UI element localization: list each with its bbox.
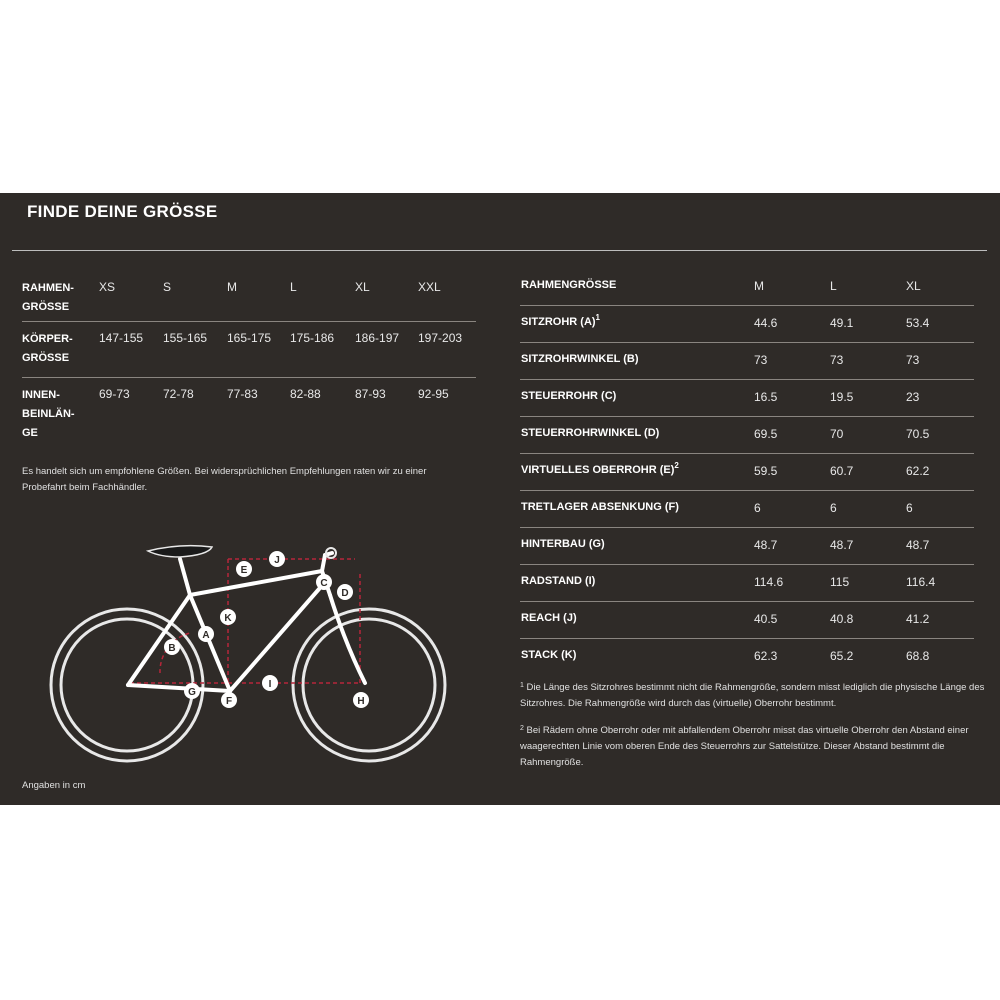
svg-text:E: E [240,565,248,576]
geometry-cell: 59.5 [754,464,778,478]
size-row-height [22,322,476,378]
size-row-label: RAHMEN- GRÖSSE [22,282,74,313]
geometry-header-size: L [830,279,837,293]
geometry-row [520,490,974,527]
title-divider [12,250,987,251]
footnote-2: $^2$ Bei Rädern ohne Oberrohr oder mit abfallendem Oberrohr misst das virtuelle Oberrohr den Abstand einer waagerechten Linie vom oberen Ende des Steuerrohrs zur Sattelstütze. Dieser Abstand bestimmt die Rahmengröße. [520,725,969,768]
geometry-cell: 60.7 [830,464,854,478]
geometry-table [520,269,974,675]
geometry-header-size: M [754,279,764,293]
geometry-cell: 6 [906,501,913,515]
label-c [316,574,332,590]
size-cell: 155-165 [163,331,208,345]
size-cell: 186-197 [355,331,400,345]
label-i [262,675,278,691]
geometry-row-label: STACK (K) [521,649,577,661]
geometry-cell: 6 [830,501,837,515]
geometry-cell: 23 [906,390,920,404]
svg-text:A: A [202,630,210,641]
geometry-cell: 48.7 [754,538,778,552]
label-f [221,692,237,708]
geometry-cell: 44.6 [754,316,778,330]
geometry-row-label: STEUERROHRWINKEL (D) [521,427,660,439]
geometry-row [520,527,974,564]
geometry-cell: 49.1 [830,316,854,330]
svg-text:J: J [274,555,280,566]
size-cell: 69-73 [99,387,130,401]
recommendation-note: Es handelt sich um empfohlene Größen. Bei widersprüchlichen Empfehlungen raten wir zu einer Probefahrt beim Fachhändler. [22,466,427,493]
geometry-cell: 116.4 [906,575,936,589]
geometry-row [520,305,974,342]
size-cell: XXL [418,280,441,294]
size-cell: 77-83 [227,387,258,401]
label-e [236,561,252,577]
front-wheel [293,609,445,761]
geometry-row-label: VIRTUELLES OBERROHR $(E)^2$ [521,461,679,476]
units-note: Angaben in cm [22,780,86,791]
label-g [184,683,200,699]
geometry-cell: 40.5 [754,612,778,626]
geometry-header-row [520,269,974,305]
geometry-cell: 70 [830,427,844,441]
label-k [220,609,236,625]
svg-text:B: B [168,643,176,654]
size-row-frame [22,271,476,322]
geometry-cell: 73 [830,353,844,367]
geometry-row [520,638,974,675]
geometry-cell: 48.7 [906,538,930,552]
svg-text:D: D [341,588,349,599]
geometry-header-label: RAHMENGRÖSSE [521,279,617,291]
size-cell: L [290,280,297,294]
size-cell: M [227,280,237,294]
diagram-labels [164,551,369,708]
svg-text:F: F [225,696,233,707]
geometry-header-size: XL [906,279,921,293]
geometry-cell: 41.2 [906,612,930,626]
geometry-cell: 73 [906,353,920,367]
size-cell: 197-203 [418,331,463,345]
size-table [22,271,476,448]
size-row-label: INNEN- BEINLÄN- GE [22,389,75,439]
size-guide-panel [0,193,1000,805]
geometry-cell: 73 [754,353,768,367]
footnote-1: $^1$ Die Länge des Sitzrohres bestimmt nicht die Rahmengröße, sondern misst lediglich die physische Länge des Sitzrohres. Die Rahmengröße wird durch das (virtuelle) Oberrohr bestimmt. [520,682,985,709]
size-cell: 72-78 [163,387,194,401]
geometry-cell: 6 [754,501,761,515]
label-b [164,639,180,655]
geometry-row-label: HINTERBAU (G) [521,538,605,550]
size-row-inseam [22,378,476,448]
geometry-row-label: REACH (J) [521,612,577,624]
geometry-row-label: STEUERROHR (C) [521,390,617,402]
geometry-cell: 40.8 [830,612,854,626]
size-cell: XL [355,280,370,294]
label-h [353,692,369,708]
geometry-row [520,379,974,416]
geometry-row [520,453,974,490]
geometry-cell: 62.2 [906,464,930,478]
size-cell: XS [99,280,116,294]
svg-text:I: I [268,679,272,690]
geometry-cell: 62.3 [754,649,778,663]
geometry-cell: 115 [830,575,850,589]
size-cell: 147-155 [99,331,144,345]
size-row-label: KÖRPER- GRÖSSE [22,333,73,364]
geometry-cell: 69.5 [754,427,778,441]
svg-text:G: G [188,687,196,698]
geometry-cell: 19.5 [830,390,854,404]
geometry-cell: 70.5 [906,427,930,441]
size-cell: 87-93 [355,387,386,401]
geometry-cell: 53.4 [906,316,930,330]
size-cell: 82-88 [290,387,321,401]
svg-text:C: C [320,578,328,589]
geometry-cell: 114.6 [754,575,784,589]
geometry-row-label: SITZROHRWINKEL (B) [521,353,639,365]
label-j [269,551,285,567]
label-a [198,626,214,642]
label-d [337,584,353,600]
geometry-row [520,601,974,638]
page-title: FINDE DEINE GRÖSSE [27,202,218,221]
svg-text:H: H [357,696,365,707]
size-cell: 92-95 [418,387,449,401]
geometry-cell: 68.8 [906,649,930,663]
geometry-cell: 16.5 [754,390,778,404]
svg-text:K: K [224,613,232,624]
size-cell: 175-186 [290,331,335,345]
geometry-row [520,564,974,601]
geometry-cell: 65.2 [830,649,854,663]
geometry-row-label: SITZROHR $(A)^1$ [521,313,600,328]
geometry-row [520,342,974,379]
size-cell: S [163,280,172,294]
geometry-row [520,416,974,453]
size-cell: 165-175 [227,331,272,345]
geometry-row-label: RADSTAND (I) [521,575,596,587]
saddle [148,546,212,557]
geometry-cell: 48.7 [830,538,854,552]
bike-geometry-diagram [40,533,460,773]
geometry-row-label: TRETLAGER ABSENKUNG (F) [521,501,679,513]
